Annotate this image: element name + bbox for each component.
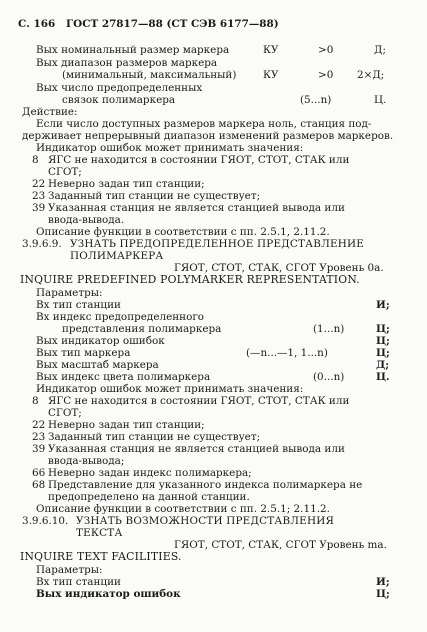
error-text: ЯГС не находится в состоянии ГЯОТ, СТОТ, СТАК или [48,154,350,166]
section-title: УЗНАТЬ ПРЕДОПРЕДЕЛЕННОЕ ПРЕДСТАВЛЕНИЕ [70,238,365,250]
param-label: Вых номинальный размер маркера [36,44,230,56]
param-range: (5...n) [300,94,332,106]
param-range: (1...n) [313,323,345,335]
param-level: Ц; [376,347,390,359]
function-description: Описание функции в соответствии с пп. 2.5.1; 2.11.2. [36,503,330,515]
param-type: КУ [263,69,279,81]
param-label: Вых масштаб маркера [36,359,159,371]
error-code: 39 [32,443,46,455]
error-code: 8 [32,395,39,407]
error-text: Неверно задан индекс полимаркера; [48,467,252,479]
param-level: Ц; [376,588,390,600]
param-level: Ц; [376,323,390,335]
section-title: УЗНАТЬ ВОЗМОЖНОСТИ ПРЕДСТАВЛЕНИЯ [76,515,335,527]
error-text: СГОТ; [48,407,82,419]
section-number: 3.9.6.10. [22,515,69,527]
error-code: 8 [32,154,39,166]
param-label: Вых индикатор ошибок [36,335,165,347]
section-levels: ГЯОТ, СТОТ, СТАК, СГОТ Уровень 0а. [174,262,384,274]
param-type: КУ [263,44,279,56]
error-code: 39 [32,202,46,214]
param-label: Вых индикатор ошибок [36,588,181,600]
english-function-name: INQUIRE PREDEFINED POLYMARKER REPRESENTATION. [20,273,360,286]
error-text: Неверно задан тип станции; [48,178,205,190]
param-label: Вых тип маркера [36,347,131,359]
english-function-name: INQUIRE TEXT FACILITIES. [20,550,182,563]
error-text: ввода-вывода; [48,455,125,467]
param-level: Д; [376,359,390,371]
params-heading: Параметры: [36,564,103,576]
param-range: (0...n) [313,371,345,383]
param-level: И; [376,299,390,311]
section-levels: ГЯОТ, СТОТ, СТАК, СГОТ Уровень ma. [174,539,387,551]
error-text: ЯГС не находится в состоянии ГЯОТ, СТОТ, СТАК или [48,395,350,407]
error-code: 68 [32,479,46,491]
error-text: Указанная станция не является станцией вывода или [48,202,345,214]
error-text: ввода-вывода. [48,214,125,226]
error-text: Заданный тип станции не существует; [48,190,261,202]
action-heading: Действие: [22,106,78,118]
param-label: представления полимаркера [62,323,222,335]
params-heading: Параметры: [36,287,103,299]
page-number: С. 166 [18,18,56,30]
action-text: держивает непрерывный диапазон изменений размеров маркеров. [22,130,394,142]
param-level: Ц; [376,335,390,347]
param-label: Вых диапазон размеров маркера [36,57,218,69]
error-code: 23 [32,431,46,443]
param-label: Вых число предопределенных [36,82,203,94]
error-intro: Индикатор ошибок может принимать значения: [36,383,304,395]
param-label: Вх тип станции [36,299,121,311]
action-text: Если число доступных размеров маркера ноль, станция под- [36,118,372,130]
param-range: >0 [318,69,334,81]
error-intro: Индикатор ошибок может принимать значения: [36,142,304,154]
error-text: Указанная станция не является станцией вывода или [48,443,345,455]
param-label: (минимальный, максимальный) [62,69,237,81]
param-level: Ц. [376,371,390,383]
param-level: Ц. [374,94,387,106]
section-title: ТЕКСТА [76,527,123,539]
param-range: >0 [318,44,334,56]
error-text: Неверно задан тип станции; [48,419,205,431]
error-text: предопределено на данной станции. [48,491,250,503]
error-text: Представление для указанного индекса полимаркера не [48,479,363,491]
function-description: Описание функции в соответствии с пп. 2.5.1, 2.11.2. [36,226,330,238]
error-code: 22 [32,178,46,190]
error-text: СГОТ; [48,166,82,178]
param-label: связок полимаркера [62,94,176,106]
error-code: 23 [32,190,46,202]
error-text: Заданный тип станции не существует; [48,431,261,443]
error-code: 22 [32,419,46,431]
param-level: Д; [374,44,386,56]
param-label: Вх тип станции [36,576,121,588]
standard-designation: ГОСТ 27817—88 (СТ СЭВ 6177—88) [66,18,279,30]
param-label: Вых индекс цвета полимаркера [36,371,211,383]
param-level: 2×Д; [357,69,385,81]
section-number: 3.9.6.9. [22,238,62,250]
section-title: ПОЛИМАРКЕРА [70,250,164,262]
param-level: И; [376,576,390,588]
param-range: (—n...—1, 1...n) [246,347,328,359]
error-code: 66 [32,467,46,479]
param-label: Вх индекс предопределенного [36,311,205,323]
